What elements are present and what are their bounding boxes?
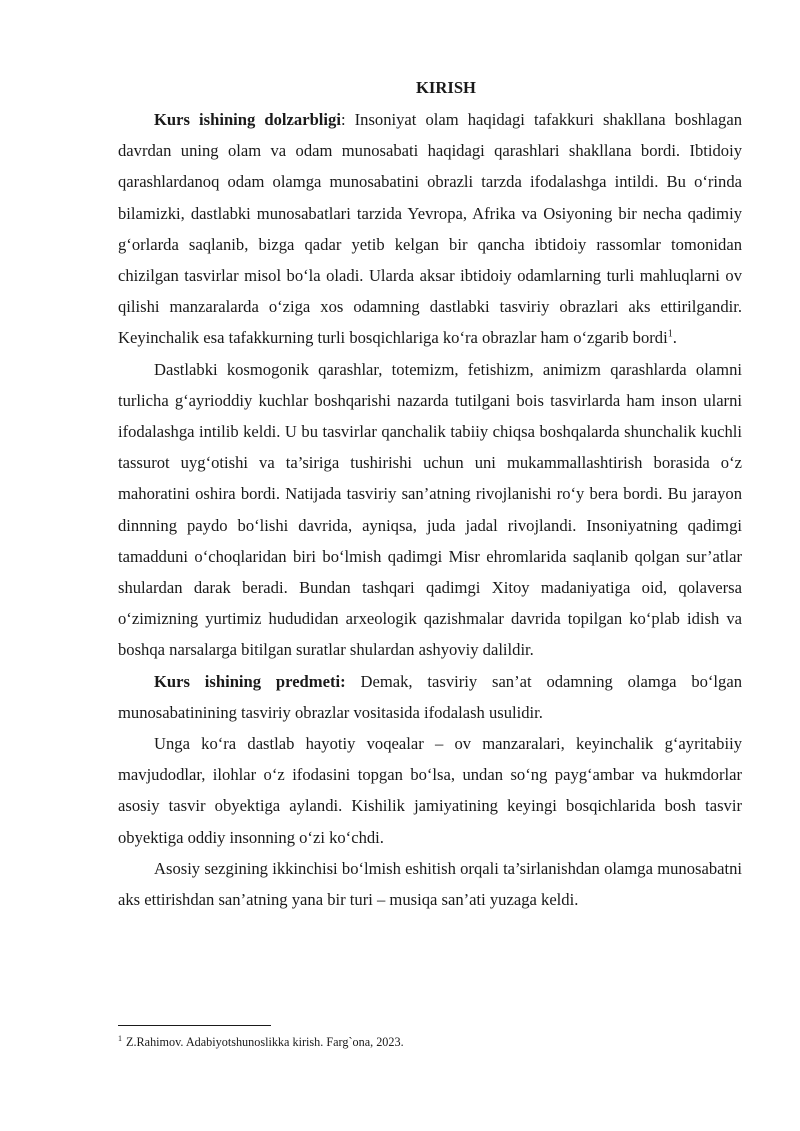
paragraph-lead-suffix (346, 672, 361, 691)
footnote (118, 1034, 742, 1050)
paragraph-tail: . (672, 328, 677, 348)
footnote-text: Z.Rahimov. Adabiyotshunoslikka kirish. Farg`ona, 2023. (123, 1035, 404, 1049)
paragraph-relevance (118, 104, 742, 354)
footnote-divider (118, 1025, 271, 1026)
page-title: KIRISH (416, 78, 476, 97)
paragraph-lead: Kurs ishining dolzarbligi (154, 110, 341, 129)
footnote-reference[interactable]: 1 (667, 328, 673, 340)
paragraph-text: Unga ko‘ra dastlab hayotiy voqealar – ov manzaralari, keyinchalik g‘ayritabiiy mavjudodlar, ilohlar o‘z ifodasini topgan bo‘lsa, undan so‘ng payg‘ambar va hukmdorlar asosiy tasvir obyektiga aylandi. Kishilik jamiyatining keyingi bosqichlarida bosh tasvir obyektiga oddiy insonning o‘zi ko‘chdi. (118, 734, 742, 847)
footnote-marker: 1 (118, 1033, 122, 1043)
paragraph-text: Insoniyat olam haqidagi tafakkuri shakllana boshlagan davrdan uning olam va odam munosabati haqidagi qarashlari shakllana bordi. Ibtidoiy qarashlardanoq odam olamga munosabatini obrazli tarzda ifodalashga intildi. Bu o‘rinda bilamizki, dastlabki munosabatlari tarzida Yevropa, Afrika va Osiyoning bir necha qadimiy g‘orlarda saqlanib, bizga qadar yetib kelgan bir qancha ibtidoiy rassomlar tomonidan chizilgan tasvirlar misol bo‘la oladi. Ularda aksar ibtidoiy odamlarning turli mahluqlarni ov qilishi manzaralarda o‘ziga xos odamning dastlabki tasviriy obrazlari aks ettirilgandir. Keyinchalik esa tafakkurning turli bosqichlariga ko‘ra obrazlar ham o‘zgarib bordi (118, 110, 743, 348)
paragraph-text: Demak, tasviriy san’at odamning olamga bo‘lgan munosabatinining tasviriy obrazlar vositasida ifodalash usulidir. (118, 671, 743, 722)
page-body (118, 72, 742, 915)
paragraph-lead-suffix: : (340, 110, 355, 129)
paragraph-subject (118, 666, 742, 728)
paragraph-music (118, 853, 742, 915)
paragraph-text: Asosiy sezgining ikkinchisi bo‘lmish eshitish orqali ta’sirlanishdan olamga munosabatni aks ettirishdan san’atning yana bir turi – musiqa san’ati yuzaga keldi. (118, 858, 742, 910)
paragraph-lead: Kurs ishining predmeti: (154, 671, 346, 691)
paragraph-text: Dastlabki kosmogonik qarashlar, totemizm, fetishizm, animizm qarashlarda olamni turlicha g‘ayrioddiy kuchlar boshqarishi nazarda tutilgani bois tasvirlarda ham inson ularni ifodalashga intilib keldi. U bu tasvirlar qanchalik tabiiy chiqsa boshqalarda shunchalik kuchli tassurot uyg‘otishi va ta’siriga tushirishi uchun uni mukammallashtirish borasida o‘z mahoratini oshira bordi. Natijada tasviriy san’atning rivojlanishi ro‘y bera bordi. Bu jarayon dinnning paydo bo‘lishi davrida, ayniqsa, juda jadal rivojlandi. Insoniyatning qadimgi tamadduni o‘choqlaridan biri bo‘lmish qadimgi Misr ehromlarida saqlanib qolgan sur’atlar shulardan darak beradi. Bundan tashqari qadimgi Xitoy madaniyatiga oid, qolaversa o‘zimizning yurtimiz hududidan arxeologik qazishmalar davrida topilgan ko‘plab idish va boshqa narsalarga bitilgan suratlar shulardan ashyoviy dalildir. (118, 359, 742, 660)
paragraph-life-events (118, 728, 742, 853)
paragraph-early-views (118, 354, 742, 666)
